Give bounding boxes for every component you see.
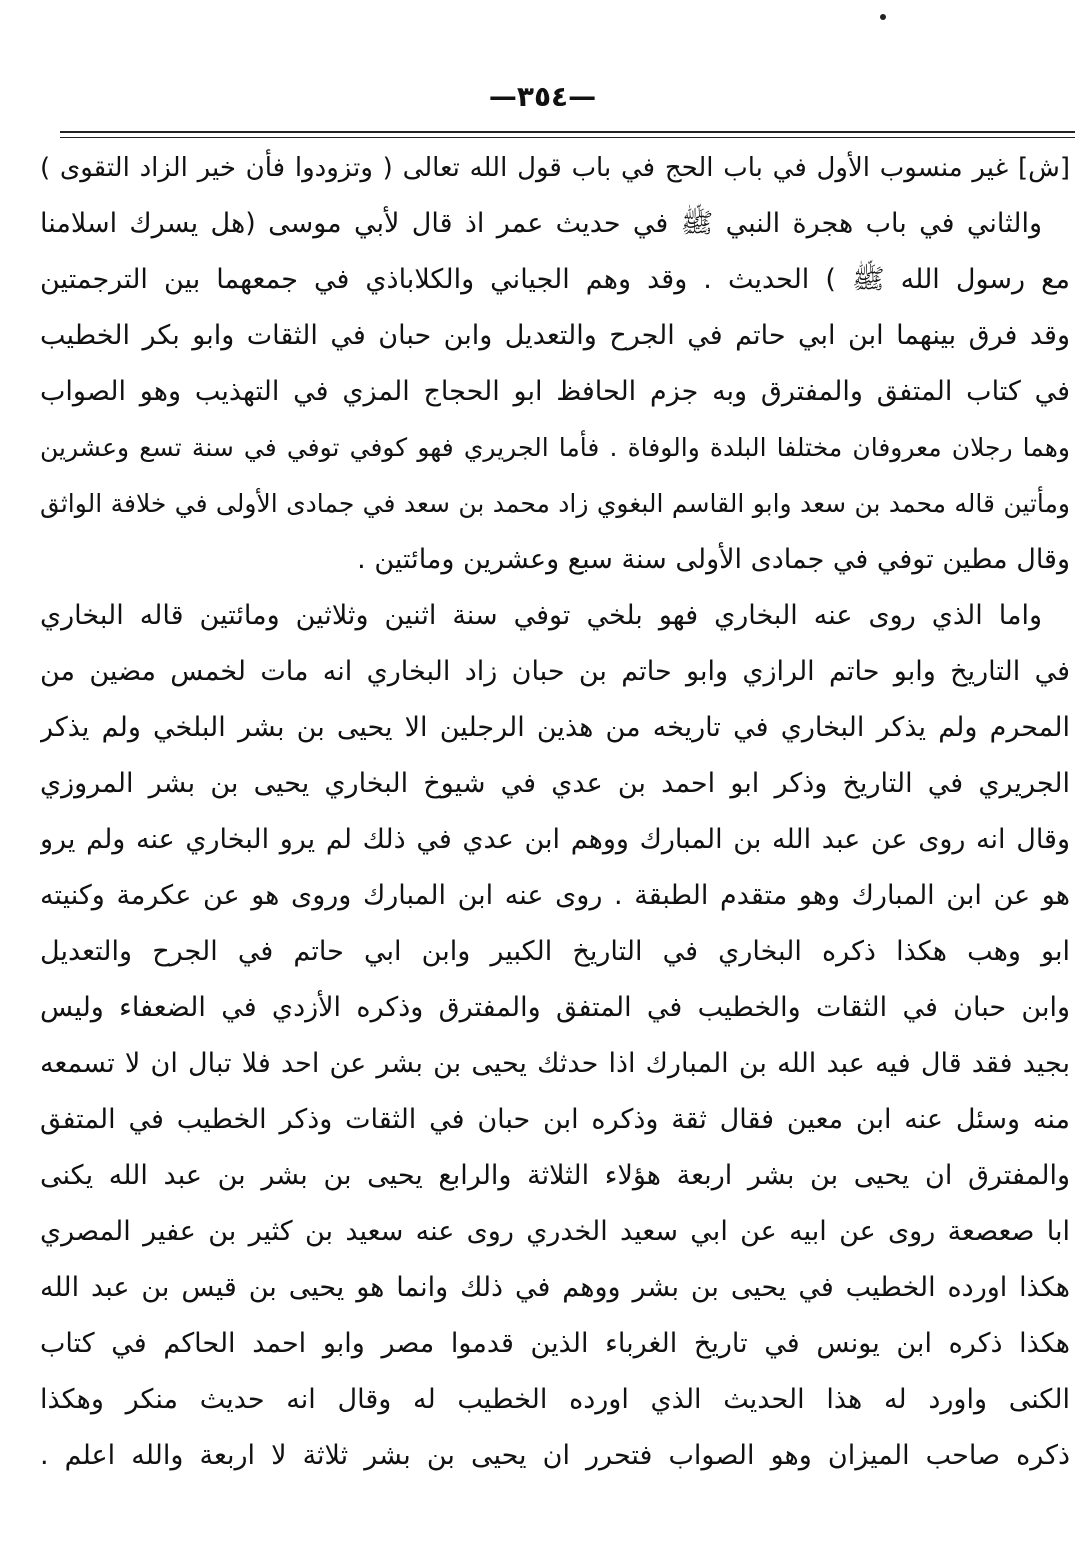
text-line: ابا صعصعة روى عن ابيه عن ابي سعيد الخدري روى عنه سعيد بن كثير بن عفير المصري (40, 1216, 1070, 1247)
text-line: في كتاب المتفق والمفترق وبه جزم الحافظ ابو الحجاج المزي في التهذيب وهو الصواب (40, 376, 1070, 407)
header-rule-thin (60, 137, 1075, 138)
text-line: هو عن ابن المبارك وهو متقدم الطبقة . روى عنه ابن المبارك وروى هو عن عكرمة وكنيته (40, 880, 1070, 911)
text-line: ذكره صاحب الميزان وهو الصواب فتحرر ان يحيى بن بشر ثلاثة لا اربعة والله اعلم . (40, 1440, 1070, 1471)
text-line: [ش] غير منسوب الأول في باب الحج في باب قول الله تعالى ( وتزودوا فأن خير الزاد التقوى ) (40, 153, 1070, 183)
text-line: وقال مطين توفي في جمادى الأولى سنة سبع وعشرين ومائتين . (357, 544, 1070, 575)
header-rule-thick (60, 131, 1075, 133)
body-text (40, 140, 1070, 1484)
text-line: ابو وهب هكذا ذكره البخاري في التاريخ الكبير وابن ابي حاتم في الجرح والتعديل (40, 936, 1070, 967)
text-line: الكنى واورد له هذا الحديث الذي اورده الخطيب له وقال انه حديث منكر وهكذا (40, 1384, 1070, 1415)
text-line: والمفترق ان يحيى بن بشر اربعة هؤلاء الثلاثة والرابع يحيى بن بشر بن عبد الله يكنى (40, 1160, 1070, 1191)
text-line: في التاريخ وابو حاتم الرازي وابو حاتم بن حبان زاد البخاري انه مات لخمس مضين من (40, 656, 1070, 687)
text-line: منه وسئل عنه ابن معين فقال ثقة وذكره ابن حبان في الثقات وذكر الخطيب في المتفق (40, 1104, 1070, 1135)
text-line: هكذا اورده الخطيب في يحيى بن بشر ووهم في ذلك وانما هو يحيى بن قيس بن عبد الله (40, 1272, 1070, 1303)
text-line: ومأتين قاله محمد بن سعد وابو القاسم البغوي زاد محمد بن سعد في جمادى الأولى في خلافة الواثق (40, 489, 1070, 518)
text-line: مع رسول الله ﷺ ) الحديث . وقد وهم الجياني والكلاباذي في جمعهما بين الترجمتين (40, 264, 1070, 295)
text-line: بجيد فقد قال فيه عبد الله بن المبارك اذا حدثك يحيى بن بشر عن احد فلا تبال ان لا تسمعه (40, 1048, 1070, 1079)
text-line: واما الذي روى عنه البخاري فهو بلخي توفي سنة اثنين وثلاثين ومائتين قاله البخاري (40, 600, 1042, 631)
text-line: الجريري في التاريخ وذكر ابو احمد بن عدي في شيوخ البخاري يحيى بن بشر المروزي (40, 768, 1070, 799)
text-line: وهما رجلان معروفان مختلفا البلدة والوفاة . فأما الجريري فهو كوفي توفي في سنة تسع وعشرين (40, 433, 1070, 462)
page-number: —٣٥٤— (488, 80, 597, 113)
text-line: هكذا ذكره ابن يونس في تاريخ الغرباء الذين قدموا مصر وابو احمد الحاكم في كتاب (40, 1328, 1070, 1359)
text-line: وقال انه روى عن عبد الله بن المبارك ووهم ابن عدي في ذلك لم يرو البخاري عنه ولم يرو (40, 824, 1070, 855)
text-line: وقد فرق بينهما ابن ابي حاتم في الجرح والتعديل وابن حبان في الثقات وابو بكر الخطيب (40, 320, 1070, 351)
text-line: والثاني في باب هجرة النبي ﷺ في حديث عمر اذ قال لأبي موسى (هل يسرك اسلامنا (40, 208, 1042, 239)
ink-speck (880, 14, 886, 20)
text-line: وابن حبان في الثقات والخطيب في المتفق والمفترق وذكره الأزدي في الضعفاء وليس (40, 992, 1070, 1023)
text-line: المحرم ولم يذكر البخاري في تاريخه من هذين الرجلين الا يحيى بن بشر البلخي ولم يذكر (40, 712, 1070, 743)
